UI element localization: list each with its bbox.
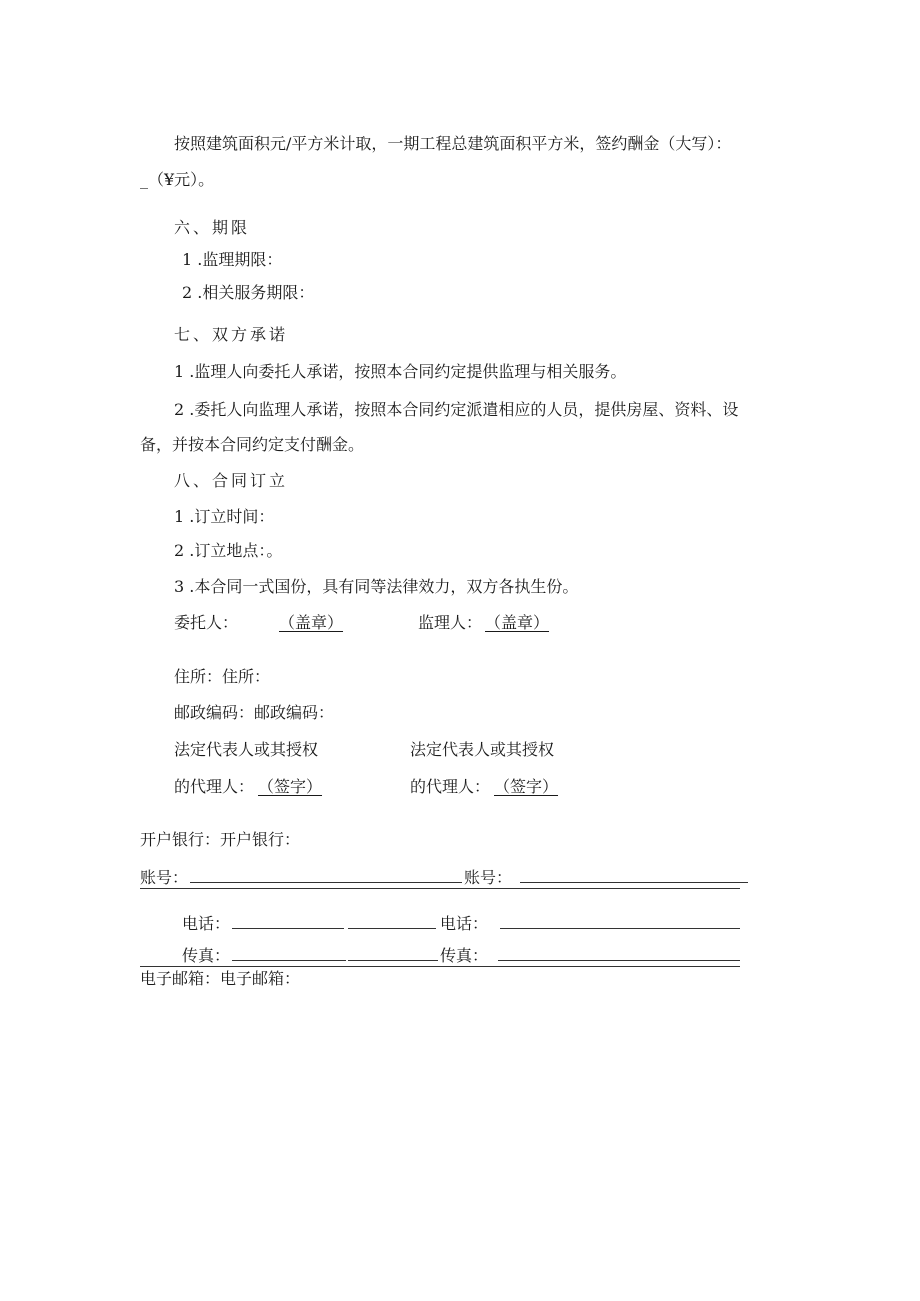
fee-line-1: 按照建筑面积元/平方米计取，一期工程总建筑面积平方米，签约酬金（大写）：: [174, 134, 732, 153]
rep-right-line-2: 的代理人：: [410, 777, 491, 796]
phone-right-blank: [500, 914, 740, 929]
phone-left-label: 电话：: [182, 914, 231, 933]
section-8-heading: 八、合同订立: [174, 471, 289, 490]
fax-left-blank-2: [348, 946, 438, 961]
supervisor-label: 监理人：: [418, 613, 483, 632]
account-right-blank: [520, 868, 748, 883]
account-right-label: 账号：: [464, 868, 513, 887]
fax-right-blank: [498, 946, 740, 961]
rep-left-line-2: 的代理人：: [174, 777, 255, 796]
section-7-heading: 七、双方承诺: [174, 325, 289, 344]
client-seal: （盖章）: [279, 613, 344, 632]
account-left-blank: [190, 868, 462, 883]
address-line: 住所：住所：: [174, 667, 271, 686]
section-6-item-1: 1 .监理期限：: [182, 250, 283, 269]
phone-right-label: 电话：: [440, 914, 489, 933]
rep-right-sign: （签字）: [494, 777, 559, 796]
section-8-item-1: 1 .订立时间：: [174, 507, 275, 526]
account-divider: [140, 888, 740, 889]
rep-left-line-1: 法定代表人或其授权: [174, 740, 319, 759]
supervisor-seal: （盖章）: [485, 613, 550, 632]
fax-right-label: 传真：: [440, 946, 489, 965]
fax-left-blank-1: [232, 946, 346, 961]
section-7-item-2-line-2: 备，并按本合同约定支付酬金。: [140, 435, 365, 454]
section-6-item-2: 2 .相关服务期限：: [182, 283, 315, 302]
bank-line: 开户银行：开户银行：: [140, 830, 301, 849]
rep-left-sign: （签字）: [258, 777, 323, 796]
phone-left-blank-2: [348, 914, 436, 929]
account-left-label: 账号：: [140, 868, 189, 887]
postcode-line: 邮政编码：邮政编码：: [174, 703, 335, 722]
section-6-heading: 六、期限: [174, 218, 251, 237]
section-8-item-3: 3 .本合同一式国份，具有同等法律效力，双方各执生份。: [174, 577, 579, 596]
email-line: 电子邮箱：电子邮箱：: [140, 969, 301, 988]
client-label: 委托人：: [174, 613, 239, 632]
phone-left-blank-1: [232, 914, 344, 929]
section-7-item-2-line-1: 2 .委托人向监理人承诺，按照本合同约定派遣相应的人员，提供房屋、资料、设: [174, 400, 739, 419]
section-8-item-2: 2 .订立地点：。: [174, 541, 283, 560]
fee-line-2: _（¥元）。: [140, 170, 215, 189]
fax-divider: [140, 966, 740, 967]
rep-right-line-1: 法定代表人或其授权: [410, 740, 555, 759]
section-7-item-1: 1 .监理人向委托人承诺，按照本合同约定提供监理与相关服务。: [174, 362, 627, 381]
fax-left-label: 传真：: [182, 946, 231, 965]
